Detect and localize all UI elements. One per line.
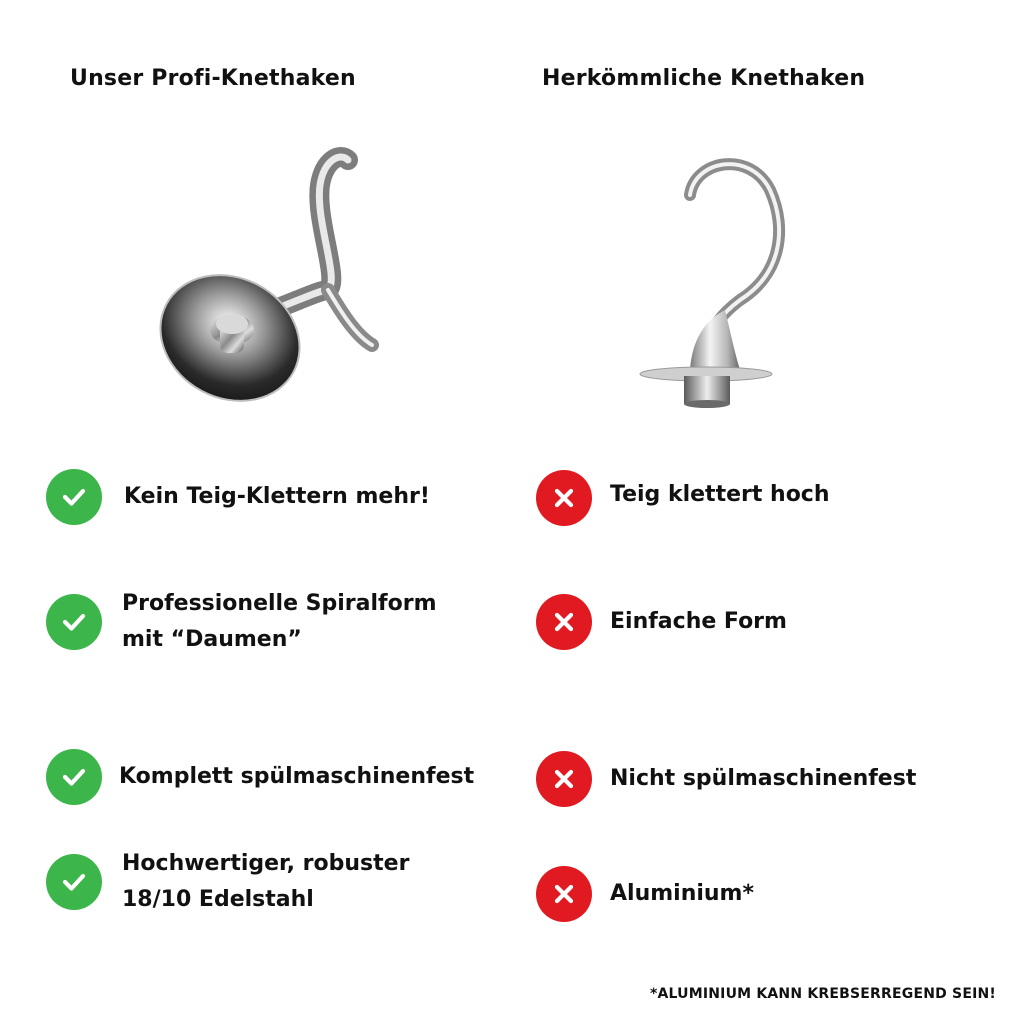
right-feature-row-1 [536,470,830,526]
feature-text: Komplett spülmaschinenfest [119,764,475,789]
feature-text: Kein Teig-Klettern mehr! [124,484,430,509]
feature-text: Einfache Form [610,609,787,634]
feature-text: Teig klettert hoch [610,482,830,507]
left-column-heading: Unser Profi-Knethaken [70,66,356,91]
right-column-heading: Herkömmliche Knethaken [542,66,866,91]
cross-icon [536,470,592,526]
left-feature-row-2 [46,586,437,658]
feature-text: Professionelle Spiralform mit “Daumen” [122,591,437,652]
spiral-dough-hook-image [140,140,400,430]
right-feature-row-3 [536,751,916,807]
cross-icon [536,594,592,650]
feature-text: Hochwertiger, robuster 18/10 Edelstahl [122,851,410,912]
right-feature-row-2 [536,594,787,650]
left-feature-row-4 [46,846,409,918]
check-icon [46,749,102,805]
feature-text: Nicht spülmaschinenfest [610,766,917,791]
feature-text: Aluminium* [610,881,754,906]
check-icon [46,594,102,650]
cross-icon [536,866,592,922]
right-feature-row-4 [536,866,754,922]
footnote: *ALUMINIUM KANN KREBSERREGEND SEIN! [649,986,996,1002]
check-icon [46,854,102,910]
left-feature-row-3 [46,749,474,805]
cross-icon [536,751,592,807]
standard-dough-hook-image [630,150,800,420]
check-icon [46,469,102,525]
left-feature-row-1 [46,469,430,525]
